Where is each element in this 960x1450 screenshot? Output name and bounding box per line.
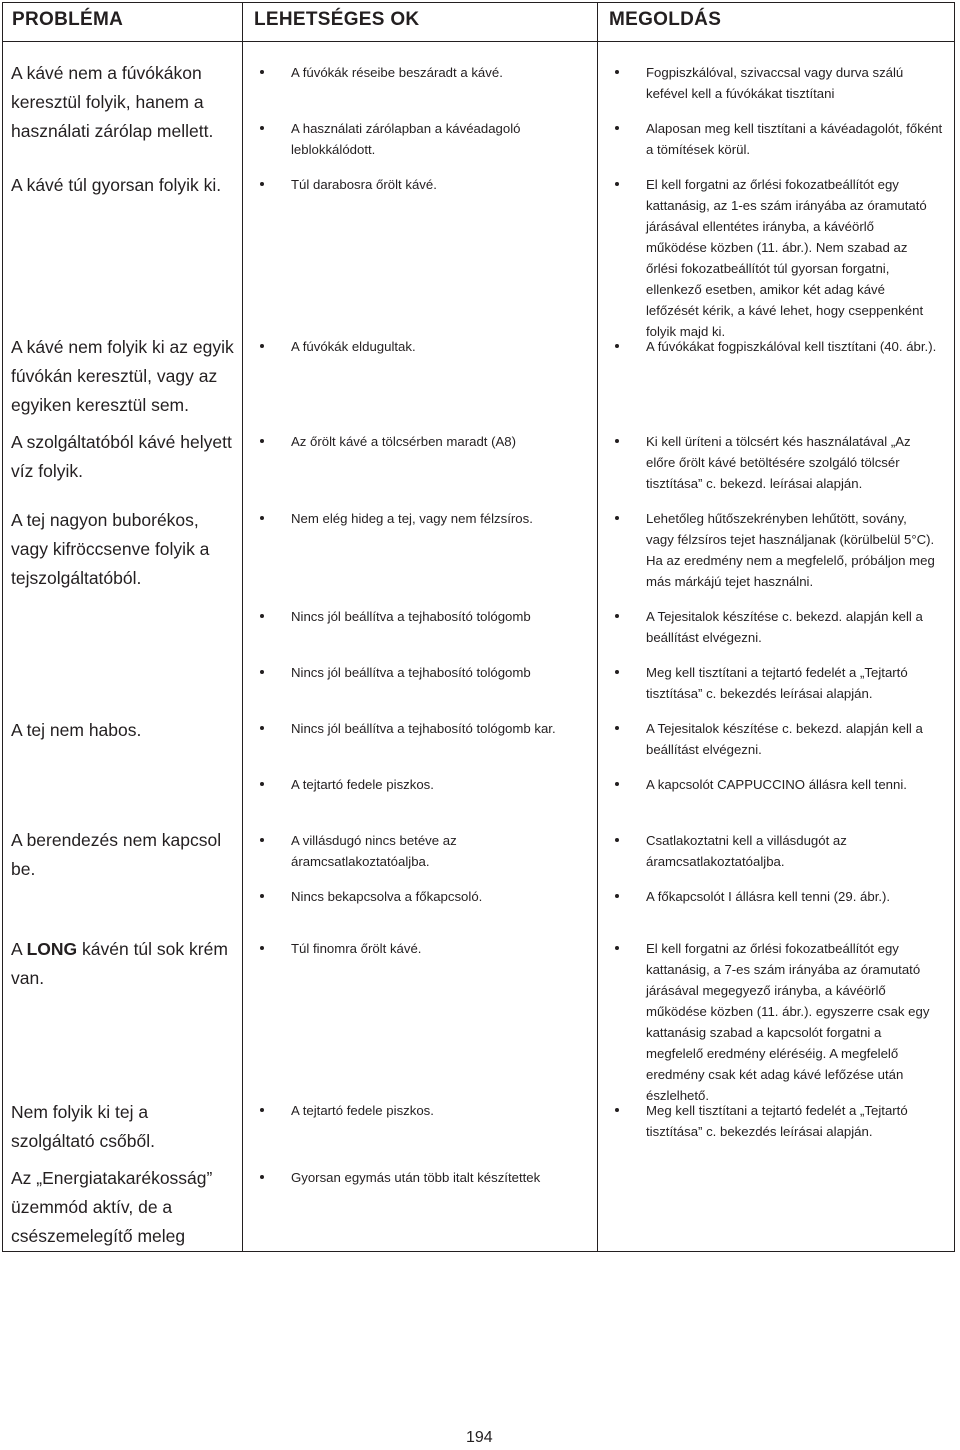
solution-text: Meg kell tisztítani a tejtartó fedelét a „Tejtartó tisztítása” c. bekezdés leírásai alapján. [646, 665, 908, 701]
bullet-icon [615, 946, 619, 950]
bullet-icon [260, 614, 264, 618]
cause-item [291, 174, 581, 195]
solution-text: A kapcsolót CAPPUCCINO állásra kell tenni. [646, 777, 907, 792]
cause-text: Nem elég hideg a tej, vagy nem félzsíros. [291, 511, 533, 526]
header-problem: PROBLÉMA [12, 9, 124, 30]
bullet-icon [260, 1108, 264, 1112]
problem-text: A kávé nem folyik ki az egyik fúvókán keresztül, vagy az egyiken keresztül sem. [11, 337, 234, 415]
bullet-icon [260, 70, 264, 74]
cause-text: A fúvókák eldugultak. [291, 339, 416, 354]
cause-item [291, 718, 581, 739]
problem-text: Nem folyik ki tej a szolgáltató csőből. [11, 1102, 155, 1151]
problem-text: A tej nagyon buborékos, vagy kifröccsenve folyik a tejszolgáltatóból. [11, 510, 210, 588]
bullet-icon [615, 344, 619, 348]
long-keyword: LONG [26, 939, 78, 959]
bullet-icon [260, 1175, 264, 1179]
solution-text: Meg kell tisztítani a tejtartó fedelét a „Tejtartó tisztítása” c. bekezdés leírásai alapján. [646, 1103, 908, 1139]
bullet-icon [260, 182, 264, 186]
solution-item [646, 774, 946, 795]
column-divider [597, 2, 598, 1252]
solution-text: Lehetőleg hűtőszekrényben lehűtött, sovány, vagy félzsíros tejet használjanak (körülbelül 5°C). Ha az eredmény nem a megfelelő, próbáljon meg más márkájú tejet használni. [646, 511, 935, 589]
bullet-icon [260, 946, 264, 950]
header-divider [2, 41, 955, 42]
bullet-icon [260, 782, 264, 786]
header-cause: LEHETSÉGES OK [254, 9, 420, 30]
solution-item [646, 336, 946, 357]
bullet-icon [615, 614, 619, 618]
bullet-icon [260, 126, 264, 130]
bullet-icon [260, 838, 264, 842]
cause-item [291, 662, 581, 683]
cause-item [291, 1100, 581, 1121]
solution-item [646, 431, 936, 494]
solution-text: Fogpiszkálóval, szivaccsal vagy durva szálú kefével kell a fúvókákat tisztítani [646, 65, 904, 101]
page-number: 194 [466, 1429, 493, 1446]
bullet-icon [615, 126, 619, 130]
bullet-icon [260, 344, 264, 348]
solution-text: Ki kell üríteni a tölcsért kés használatával „Az előre őrölt kávé betöltésére szolgáló tölcsér tisztítása” c. bekezd. leírásai alapján. [646, 434, 911, 491]
cause-item [291, 830, 591, 872]
bullet-icon [260, 439, 264, 443]
solution-item [646, 62, 946, 104]
header-solution: MEGOLDÁS [609, 9, 722, 30]
bullet-icon [615, 182, 619, 186]
problem-text: Az „Energiatakarékosság” üzemmód aktív, de a csészemelegítő meleg [11, 1168, 213, 1246]
cause-text: Az őrölt kávé a tölcsérben maradt (A8) [291, 434, 517, 449]
cause-text: Nincs jól beállítva a tejhabosító tológomb [291, 665, 531, 680]
problem-text-part: kávén túl sok krém van. [11, 939, 228, 988]
bullet-icon [615, 70, 619, 74]
bullet-icon [260, 670, 264, 674]
bullet-icon [615, 516, 619, 520]
cause-text: Túl finomra őrölt kávé. [291, 941, 422, 956]
cause-item [291, 606, 581, 627]
solution-item [646, 174, 936, 342]
cause-text: Nincs jól beállítva a tejhabosító tológomb kar. [291, 721, 556, 736]
cause-item [291, 774, 581, 795]
bullet-icon [615, 1108, 619, 1112]
cause-item [291, 336, 581, 357]
cause-text: A villásdugó nincs betéve az áramcsatlakoztatóaljba. [291, 833, 457, 869]
cause-text: Túl darabosra őrölt kávé. [291, 177, 437, 192]
bullet-icon [260, 516, 264, 520]
solution-item [646, 830, 886, 872]
solution-text: El kell forgatni az őrlési fokozatbeállítót egy kattanásig, a 7-es szám irányába az óramutató járásával megegyező irányba, a kávéörlő működése közben (11. ábr.). egyszerre csak egy kattanásig szabad a kapcsolót forgatni a megfelelő eredmény eléréséig. A megfelelő eredmény csak két adag kávé lefőzése után észlelhető. [646, 941, 930, 1103]
cause-item [291, 1167, 581, 1188]
bullet-icon [615, 439, 619, 443]
cause-text: A fúvókák réseibe beszáradt a kávé. [291, 65, 503, 80]
cause-item [291, 938, 581, 959]
solution-item [646, 1100, 926, 1142]
cause-item [291, 886, 581, 907]
solution-text: A Tejesitalok készítése c. bekezd. alapján kell a beállítást elvégezni. [646, 721, 923, 757]
solution-item [646, 508, 936, 592]
cause-item [291, 118, 546, 160]
column-divider [242, 2, 243, 1252]
solution-text: A Tejesitalok készítése c. bekezd. alapján kell a beállítást elvégezni. [646, 609, 923, 645]
problem-text: A tej nem habos. [11, 720, 142, 740]
solution-item [646, 118, 946, 160]
bullet-icon [260, 726, 264, 730]
solution-item [646, 718, 926, 760]
cause-text: Nincs bekapcsolva a főkapcsoló. [291, 889, 483, 904]
cause-text: A használati zárólapban a kávéadagoló leblokkálódott. [291, 121, 521, 157]
solution-text: A főkapcsolót I állásra kell tenni (29. ábr.). [646, 889, 891, 904]
problem-text-long [11, 935, 235, 993]
bullet-icon [615, 670, 619, 674]
cause-text: Gyorsan egymás után több italt készítettek [291, 1170, 541, 1185]
problem-text: A kávé túl gyorsan folyik ki. [11, 175, 222, 195]
solution-item [646, 938, 941, 1106]
solution-text: Csatlakoztatni kell a villásdugót az áramcsatlakoztatóaljba. [646, 833, 847, 869]
solution-item [646, 606, 926, 648]
cause-item [291, 431, 581, 452]
solution-item [646, 662, 926, 704]
cause-text: A tejtartó fedele piszkos. [291, 1103, 434, 1118]
cause-text: A tejtartó fedele piszkos. [291, 777, 434, 792]
problem-text: A szolgáltatóból kávé helyett víz folyik. [11, 432, 232, 481]
cause-item [291, 508, 581, 529]
bullet-icon [615, 726, 619, 730]
problem-text-part: A [11, 939, 27, 959]
problem-text: A kávé nem a fúvókákon keresztül folyik, hanem a használati zárólap mellett. [11, 63, 214, 141]
solution-text: Alaposan meg kell tisztítani a kávéadagolót, főként a tömítések körül. [646, 121, 943, 157]
bullet-icon [615, 894, 619, 898]
bullet-icon [615, 838, 619, 842]
problem-text: A berendezés nem kapcsol be. [11, 830, 222, 879]
bullet-icon [615, 782, 619, 786]
bullet-icon [260, 894, 264, 898]
solution-text: A fúvókákat fogpiszkálóval kell tisztítani (40. ábr.). [646, 339, 937, 354]
solution-item [646, 886, 946, 907]
cause-item [291, 62, 581, 83]
solution-text: El kell forgatni az őrlési fokozatbeállítót egy kattanásig, az 1-es szám irányába az óramutató járásával ellentétes irányba, a kávéörlő működése közben (11. ábr.). Nem szabad az őrlési fokozatbeállítót túl gyorsan forgatni, ellenkező esetben, amikor két adag kávé lefőzését kérik, a kávé lehet, hogy cseppenként folyik majd ki. [646, 177, 927, 339]
cause-text: Nincs jól beállítva a tejhabosító tológomb [291, 609, 531, 624]
